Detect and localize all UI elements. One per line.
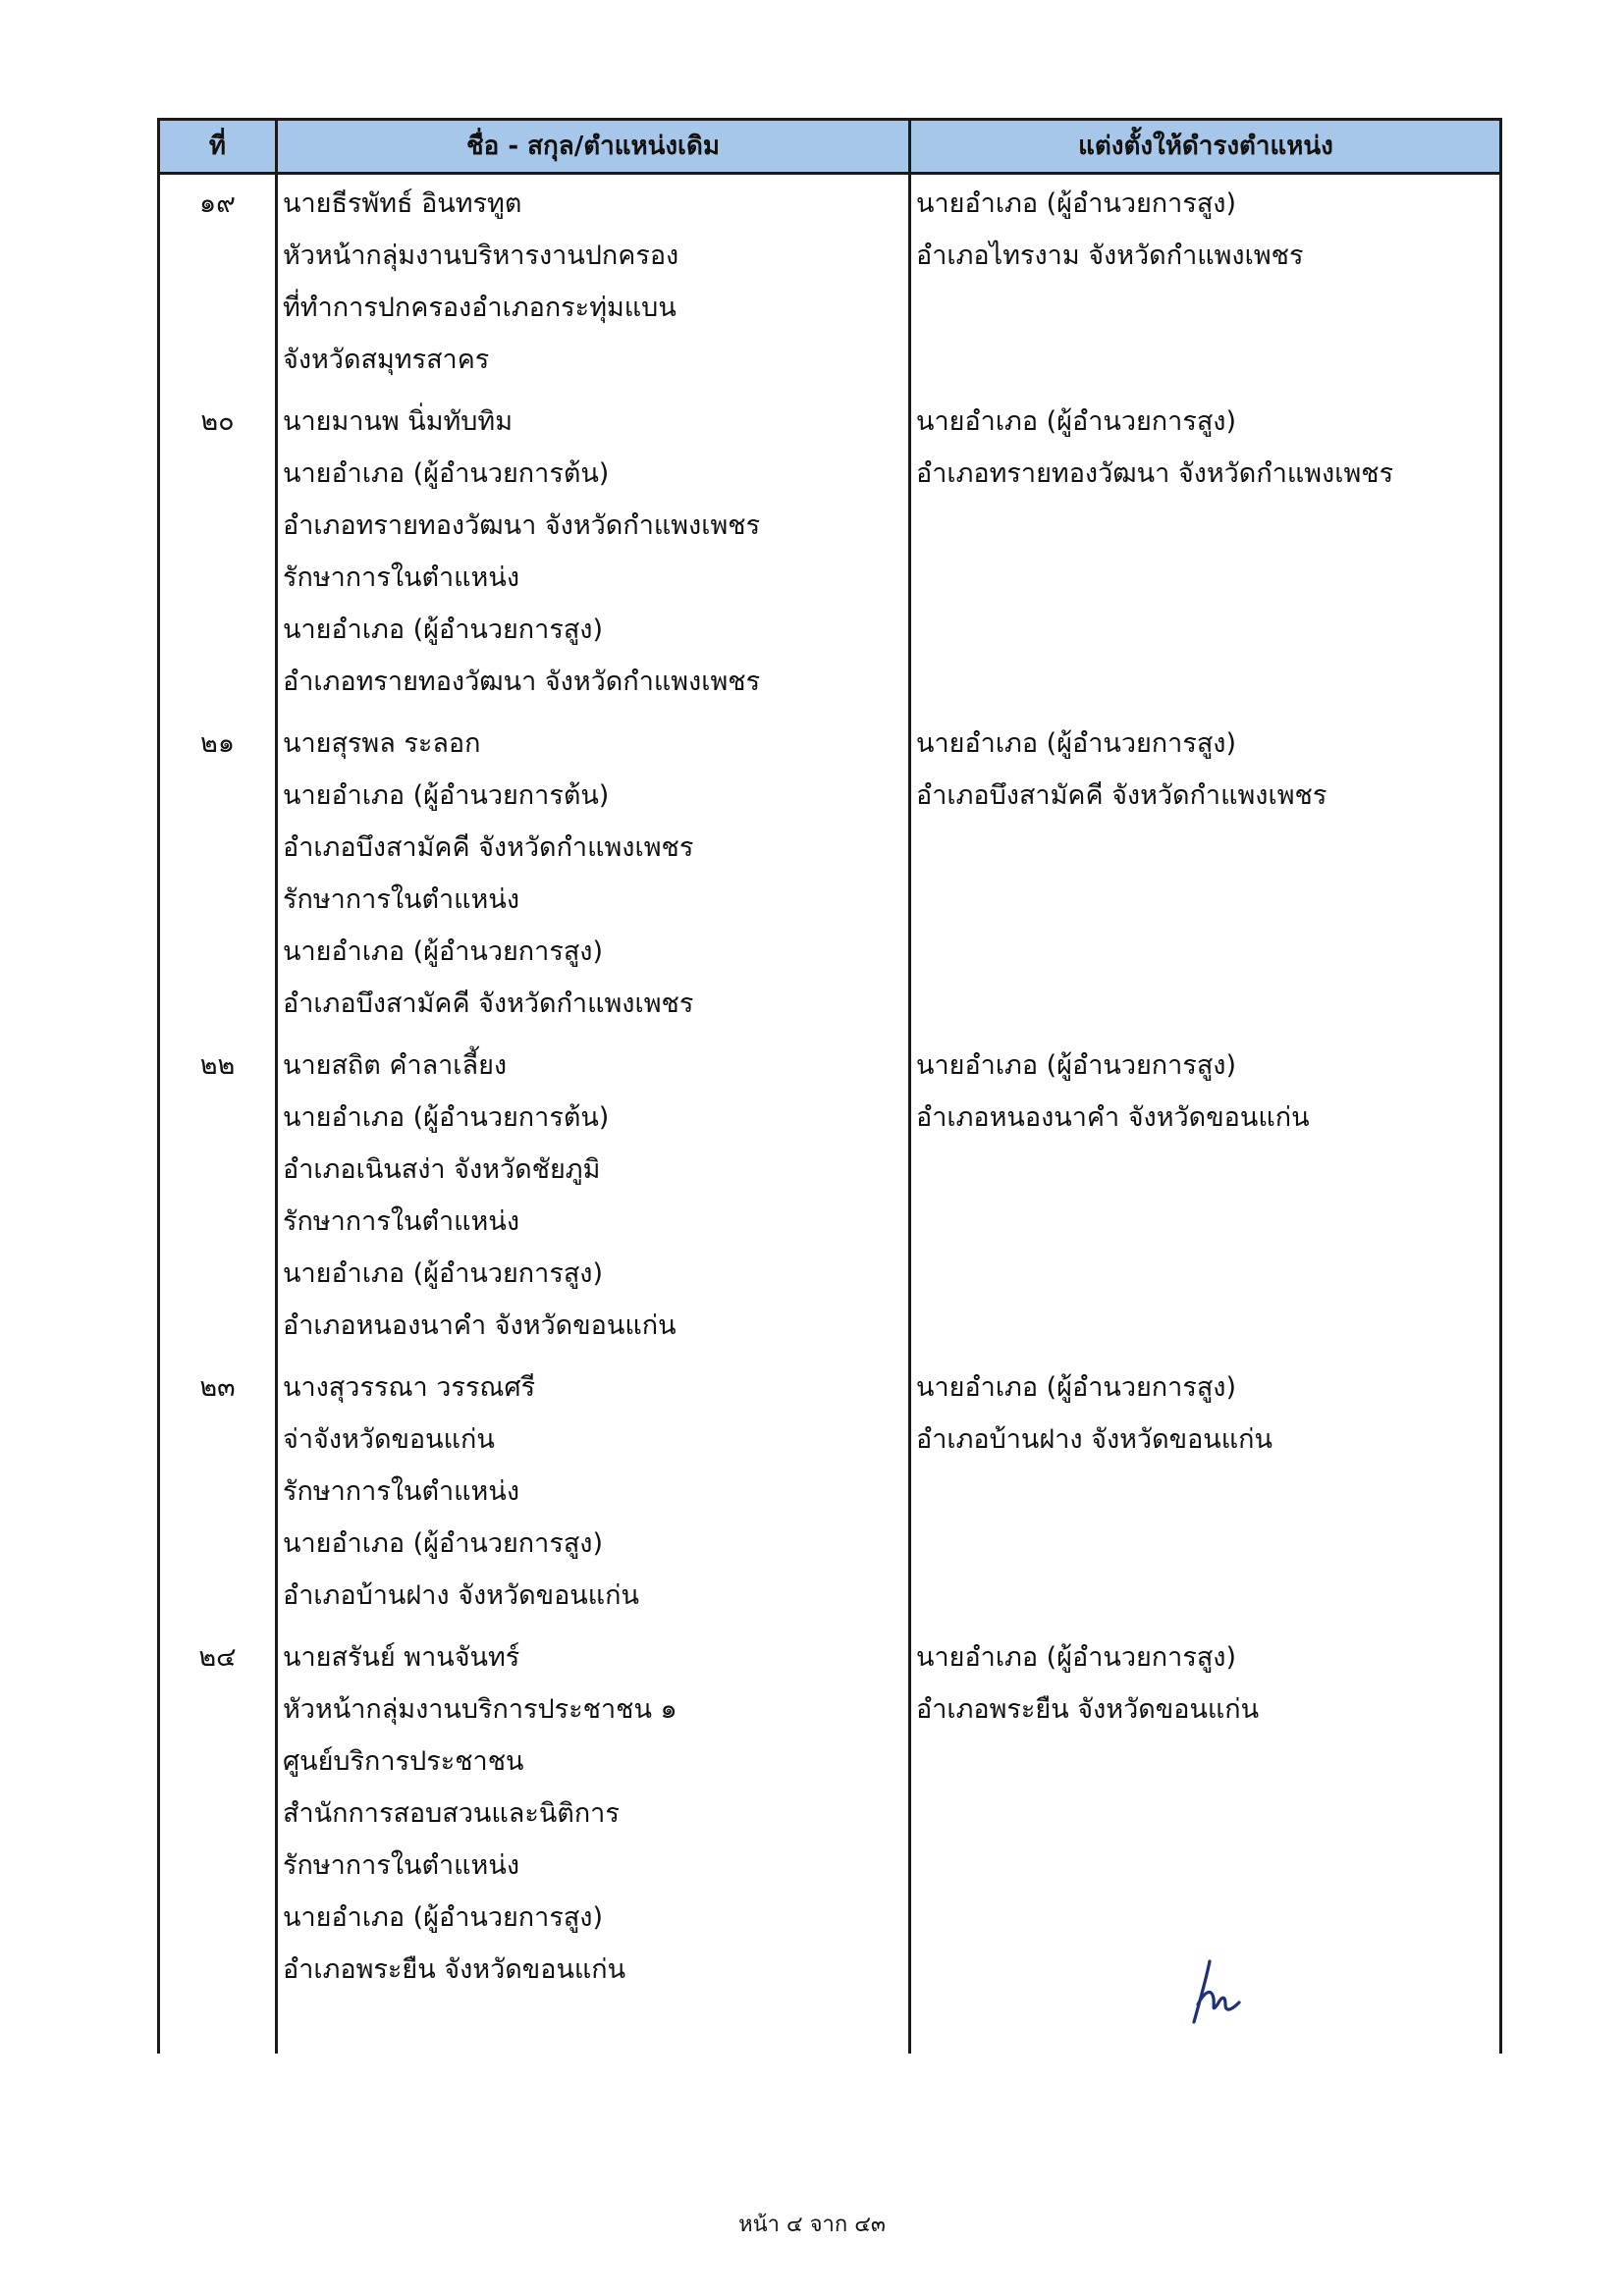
new-position-cell [916, 396, 1495, 500]
old-position-line: นายอำเภอ (ผู้อำนวยการสูง) [283, 1258, 604, 1289]
old-position-line: อำเภอเนินสง่า จังหวัดชัยภูมิ [283, 1154, 601, 1185]
old-position-line: อำเภอหนองนาคำ จังหวัดขอนแก่น [283, 1310, 677, 1341]
new-position-line: อำเภอไทรงาม จังหวัดกำแพงเพชร [916, 240, 1304, 271]
old-position-line: รักษาการในตำแหน่ง [283, 562, 519, 593]
new-position-line: นายอำเภอ (ผู้อำนวยการสูง) [916, 1050, 1237, 1081]
table-header [160, 121, 1499, 175]
old-position-line: รักษาการในตำแหน่ง [283, 1476, 519, 1507]
person-name: นายธีรพัทธ์ อินทรทูต [283, 188, 522, 219]
old-position-line: อำเภอพระยืน จังหวัดขอนแก่น [283, 1954, 626, 1985]
old-position-line: นายอำเภอ (ผู้อำนวยการสูง) [283, 1528, 604, 1559]
new-position-line: อำเภอบ้านฝาง จังหวัดขอนแก่น [916, 1424, 1272, 1455]
row-number: ๒๐ [200, 406, 235, 437]
person-name: นายสรันย์ พานจันทร์ [283, 1642, 520, 1673]
old-position-line: นายอำเภอ (ผู้อำนวยการต้น) [283, 1102, 610, 1133]
row-number: ๒๑ [200, 728, 235, 759]
person-name: นายสุรพล ระลอก [283, 728, 481, 759]
new-position-line: นายอำเภอ (ผู้อำนวยการสูง) [916, 406, 1237, 437]
old-position-line: รักษาการในตำแหน่ง [283, 1850, 519, 1881]
old-position-line: อำเภอบึงสามัคคี จังหวัดกำแพงเพชร [283, 988, 694, 1019]
table-row [160, 718, 1499, 1040]
old-position-line: นายอำเภอ (ผู้อำนวยการสูง) [283, 614, 604, 645]
person-name: นางสุวรรณา วรรณศรี [283, 1372, 536, 1403]
row-number: ๑๙ [199, 188, 236, 219]
new-position-cell [916, 1631, 1495, 1735]
new-position-line: อำเภอบึงสามัคคี จังหวัดกำแพงเพชร [916, 780, 1327, 811]
header-name-old-position: ชื่อ - สกุล/ตำแหน่งเดิม [466, 132, 720, 161]
old-position-line: นายอำเภอ (ผู้อำนวยการต้น) [283, 780, 610, 811]
old-position-line: รักษาการในตำแหน่ง [283, 1206, 519, 1237]
header-new-position: แต่งตั้งให้ดำรงตำแหน่ง [1078, 132, 1333, 161]
old-position-line: อำเภอทรายทองวัฒนา จังหวัดกำแพงเพชร [283, 510, 761, 541]
new-position-cell [916, 718, 1495, 822]
signature-mark [1188, 1953, 1247, 2027]
old-position-line: อำเภอบ้านฝาง จังหวัดขอนแก่น [283, 1580, 639, 1611]
old-position-cell [283, 718, 901, 1030]
old-position-line: ที่ทำการปกครองอำเภอกระทุ่มแบน [283, 293, 677, 323]
table-row [160, 1040, 1499, 1362]
appointment-table [157, 118, 1502, 2054]
row-number: ๒๒ [199, 1050, 236, 1081]
old-position-cell [283, 1362, 901, 1622]
new-position-cell [916, 178, 1495, 282]
old-position-line: นายอำเภอ (ผู้อำนวยการสูง) [283, 1902, 604, 1933]
old-position-line: หัวหน้ากลุ่มงานบริหารงานปกครอง [283, 240, 679, 271]
table-row [160, 178, 1499, 396]
old-position-line: นายอำเภอ (ผู้อำนวยการต้น) [283, 458, 610, 489]
old-position-line: จ่าจังหวัดขอนแก่น [283, 1424, 495, 1455]
old-position-line: รักษาการในตำแหน่ง [283, 884, 519, 915]
old-position-cell [283, 396, 901, 708]
row-number: ๒๔ [198, 1642, 237, 1673]
new-position-cell [916, 1362, 1495, 1466]
old-position-line: ศูนย์บริการประชาชน [283, 1746, 524, 1777]
old-position-line: นายอำเภอ (ผู้อำนวยการสูง) [283, 936, 604, 967]
new-position-line: อำเภอหนองนาคำ จังหวัดขอนแก่น [916, 1102, 1310, 1133]
old-position-line: อำเภอบึงสามัคคี จังหวัดกำแพงเพชร [283, 832, 694, 863]
new-position-cell [916, 1040, 1495, 1144]
old-position-line: จังหวัดสมุทรสาคร [283, 345, 490, 375]
table-body [160, 178, 1499, 2005]
old-position-line: สำนักการสอบสวนและนิติการ [283, 1798, 620, 1829]
row-number: ๒๓ [199, 1372, 236, 1403]
old-position-cell [283, 178, 901, 386]
new-position-line: นายอำเภอ (ผู้อำนวยการสูง) [916, 1642, 1237, 1673]
old-position-cell [283, 1631, 901, 1996]
table-row [160, 1631, 1499, 2005]
new-position-line: อำเภอทรายทองวัฒนา จังหวัดกำแพงเพชร [916, 458, 1394, 489]
person-name: นายมานพ นิ่มทับทิม [283, 406, 514, 437]
new-position-line: นายอำเภอ (ผู้อำนวยการสูง) [916, 188, 1237, 219]
new-position-line: นายอำเภอ (ผู้อำนวยการสูง) [916, 1372, 1237, 1403]
old-position-line: หัวหน้ากลุ่มงานบริการประชาชน ๑ [283, 1694, 677, 1725]
person-name: นายสถิต คำลาเลี้ยง [283, 1050, 508, 1081]
header-number: ที่ [208, 132, 227, 161]
old-position-line: อำเภอทรายทองวัฒนา จังหวัดกำแพงเพชร [283, 667, 761, 697]
table-row [160, 396, 1499, 718]
table-row [160, 1362, 1499, 1631]
new-position-line: นายอำเภอ (ผู้อำนวยการสูง) [916, 728, 1237, 759]
old-position-cell [283, 1040, 901, 1352]
new-position-line: อำเภอพระยืน จังหวัดขอนแก่น [916, 1694, 1260, 1725]
page-number: หน้า ๔ จาก ๔๓ [738, 2213, 886, 2237]
